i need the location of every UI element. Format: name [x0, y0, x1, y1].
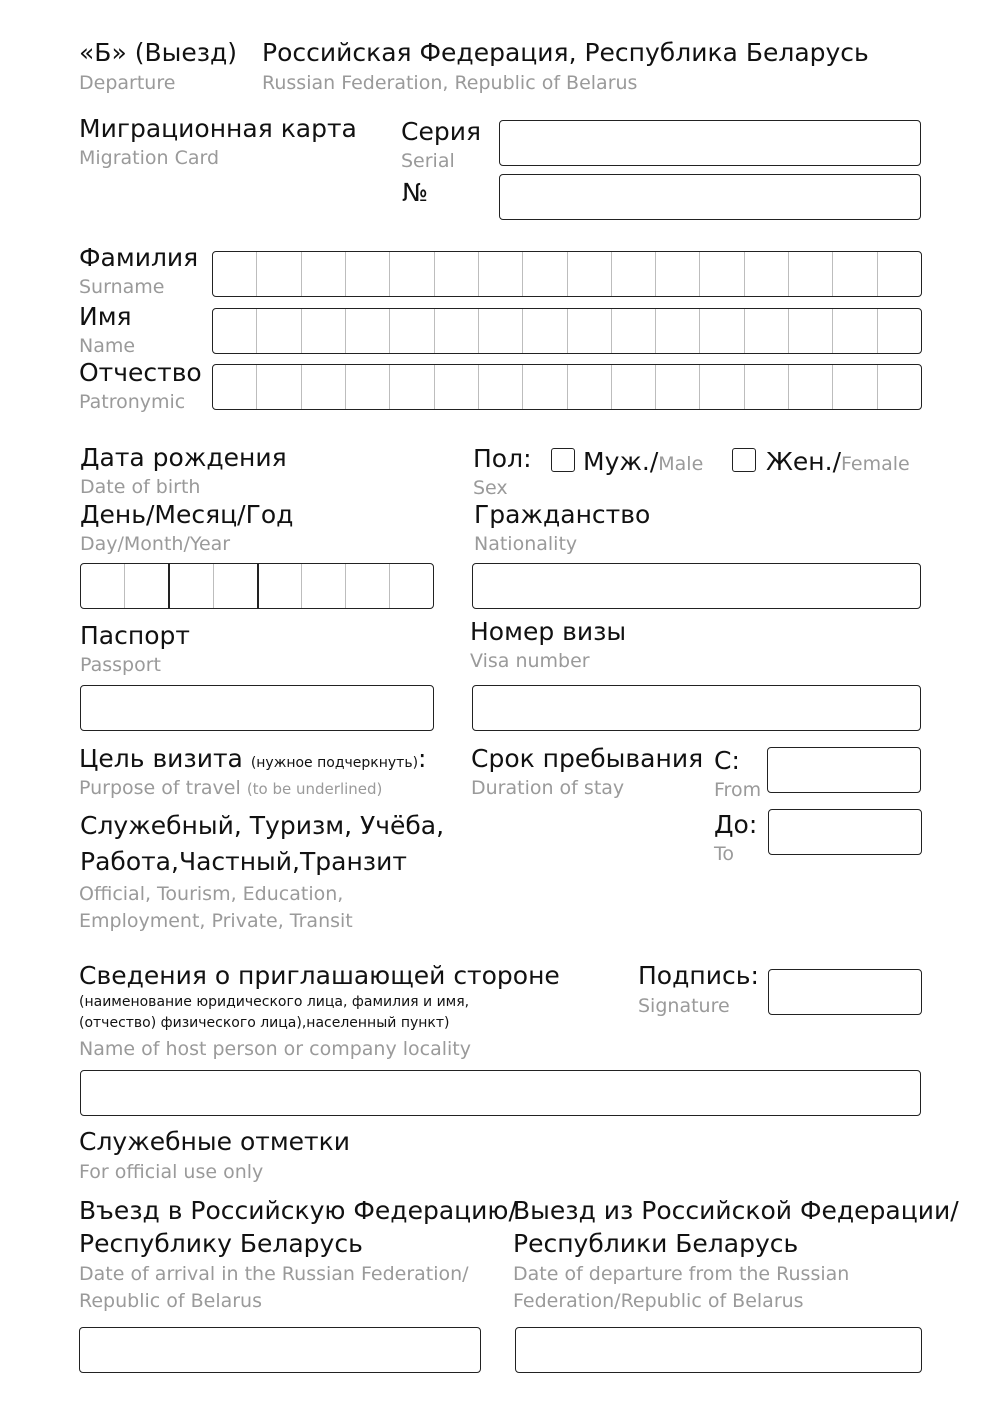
- patronymic-sublabel: Patronymic: [79, 391, 186, 413]
- stay-from-sublabel: From: [714, 779, 762, 801]
- passport-label: Паспорт: [80, 621, 190, 650]
- dob-format-label: День/Месяц/Год: [80, 500, 294, 529]
- stay-from-label: С:: [714, 746, 740, 775]
- country-title: Российская Федерация, Республика Беларусь: [262, 38, 869, 67]
- stay-to-input[interactable]: [768, 809, 922, 855]
- signature-label: Подпись:: [638, 961, 759, 990]
- dob-label: Дата рождения: [80, 443, 287, 472]
- host-note-line1: (наименование юридического лица, фамилия и имя,: [79, 994, 470, 1010]
- serial-input[interactable]: [499, 120, 921, 166]
- signature-sublabel: Signature: [638, 995, 730, 1017]
- surname-input[interactable]: [212, 251, 922, 297]
- purpose-options-en-line2: Employment, Private, Transit: [79, 910, 353, 932]
- patronymic-label: Отчество: [79, 358, 202, 387]
- visa-input[interactable]: [472, 685, 921, 731]
- visa-sublabel: Visa number: [470, 650, 590, 672]
- purpose-options-en-line1: Official, Tourism, Education,: [79, 883, 344, 905]
- passport-sublabel: Passport: [80, 654, 161, 676]
- card-title: Миграционная карта: [79, 114, 357, 143]
- nationality-label: Гражданство: [474, 500, 651, 529]
- patronymic-input[interactable]: [212, 364, 922, 410]
- signature-input[interactable]: [768, 969, 922, 1015]
- name-label: Имя: [79, 302, 132, 331]
- host-sublabel: Name of host person or company locality: [79, 1038, 471, 1060]
- stay-label: Срок пребывания: [471, 744, 704, 773]
- departure-sublabel-line2: Federation/Republic of Belarus: [513, 1290, 804, 1312]
- female-option: Жен./Female: [766, 447, 910, 476]
- purpose-options-line1[interactable]: Служебный, Туризм, Учёба,: [80, 811, 445, 840]
- stay-to-sublabel: To: [714, 843, 735, 865]
- arrival-sublabel-line1: Date of arrival in the Russian Federation/: [79, 1263, 469, 1285]
- official-sublabel: For official use only: [79, 1161, 264, 1183]
- number-label: №: [402, 178, 429, 207]
- host-note-line2: (отчество) физического лица),населенный пункт): [79, 1015, 450, 1031]
- departure-label-line2: Республики Беларусь: [513, 1229, 799, 1258]
- dob-format-sublabel: Day/Month/Year: [80, 533, 231, 555]
- official-label: Служебные отметки: [79, 1127, 350, 1156]
- name-input[interactable]: [212, 308, 922, 354]
- arrival-label-line2: Республику Беларусь: [79, 1229, 363, 1258]
- card-subtitle: Migration Card: [79, 147, 220, 169]
- departure-sublabel-line1: Date of departure from the Russian: [513, 1263, 850, 1285]
- arrival-sublabel-line2: Republic of Belarus: [79, 1290, 262, 1312]
- male-checkbox[interactable]: [551, 448, 575, 472]
- purpose-options-line2[interactable]: Работа,Частный,Транзит: [80, 847, 407, 876]
- departure-label-line1: Выезд из Российской Федерации/: [513, 1196, 959, 1225]
- serial-sublabel: Serial: [401, 150, 455, 172]
- nationality-input[interactable]: [472, 563, 921, 609]
- sex-label: Пол:: [473, 444, 532, 473]
- host-input[interactable]: [80, 1070, 921, 1116]
- country-subtitle: Russian Federation, Republic of Belarus: [262, 72, 638, 94]
- passport-input[interactable]: [80, 685, 434, 731]
- stay-from-input[interactable]: [767, 747, 921, 793]
- nationality-sublabel: Nationality: [474, 533, 578, 555]
- departure-input[interactable]: [515, 1327, 922, 1373]
- purpose-sublabel: Purpose of travel (to be underlined): [79, 777, 383, 799]
- surname-label: Фамилия: [79, 243, 199, 272]
- female-checkbox[interactable]: [732, 448, 756, 472]
- arrival-label-line1: Въезд в Российскую Федерацию/: [79, 1196, 517, 1225]
- male-option: Муж./Male: [583, 447, 704, 476]
- visa-label: Номер визы: [470, 617, 627, 646]
- arrival-input[interactable]: [79, 1327, 481, 1373]
- stay-to-label: До:: [714, 810, 758, 839]
- form-type-title: «Б» (Выезд): [79, 38, 238, 67]
- stay-sublabel: Duration of stay: [471, 777, 625, 799]
- form-type-subtitle: Departure: [79, 72, 176, 94]
- host-label: Сведения о приглашающей стороне: [79, 961, 560, 990]
- serial-label: Серия: [401, 117, 481, 146]
- number-input[interactable]: [499, 174, 921, 220]
- dob-sublabel: Date of birth: [80, 476, 201, 498]
- surname-sublabel: Surname: [79, 276, 165, 298]
- name-sublabel: Name: [79, 335, 136, 357]
- purpose-label: Цель визита (нужное подчеркнуть):: [79, 744, 427, 773]
- sex-sublabel: Sex: [473, 477, 508, 499]
- dob-input[interactable]: [80, 563, 434, 609]
